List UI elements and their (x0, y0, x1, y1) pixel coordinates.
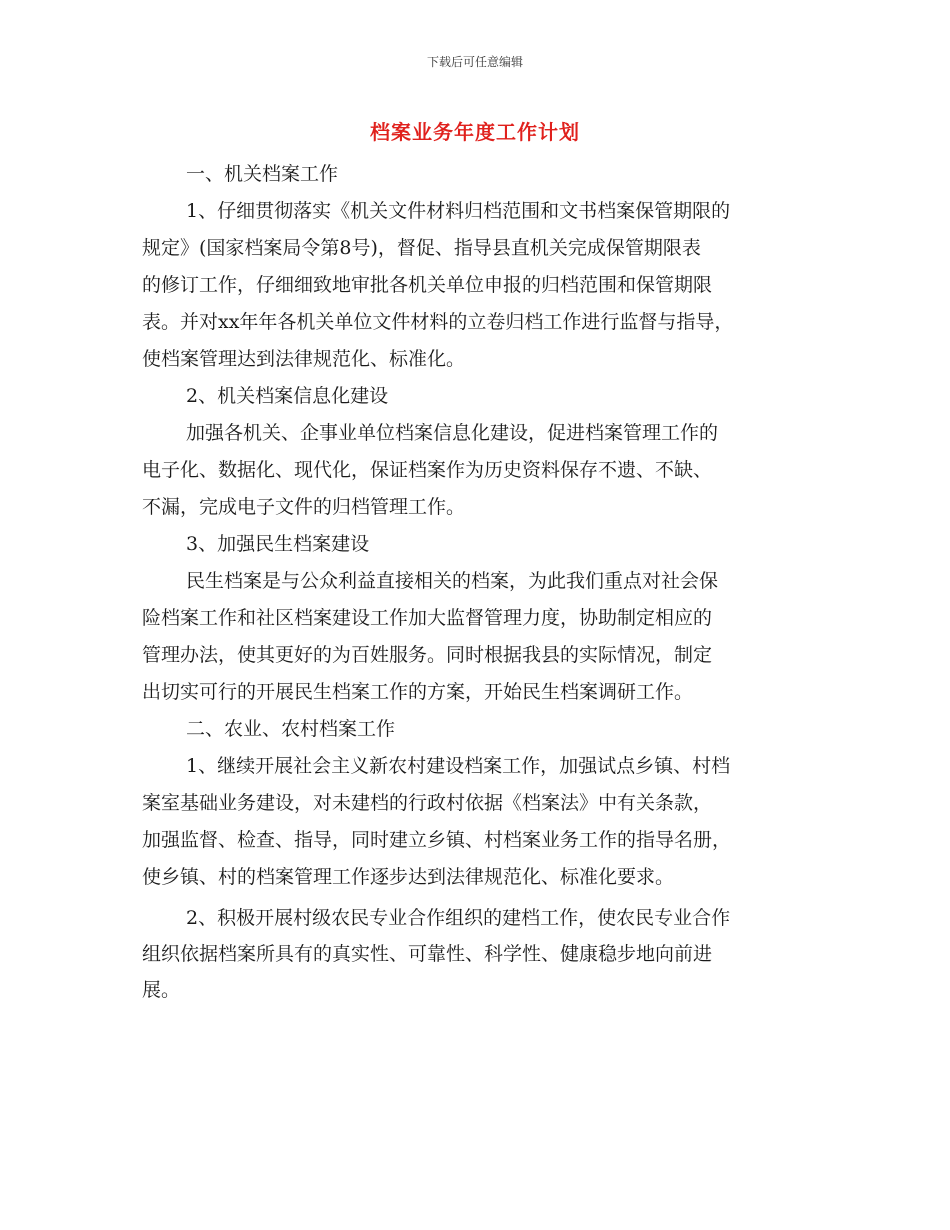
document-body (142, 156, 814, 1008)
section-heading: 二、农业、农村档案工作 (186, 718, 396, 740)
paragraph-line: 规定》(国家档案局令第8号)，督促、指导县直机关完成保管期限表 (142, 237, 701, 259)
paragraph-line: 使乡镇、村的档案管理工作逐步达到法律规范化、标准化要求。 (142, 866, 675, 888)
paragraph-line: 民生档案是与公众利益直接相关的档案，为此我们重点对社会保 (186, 570, 719, 592)
subsection-heading: 3、加强民生档案建设 (186, 533, 370, 555)
paragraph-line: 管理办法，使其更好的为百姓服务。同时根据我县的实际情况，制定 (142, 644, 713, 666)
paragraph-line: 出切实可行的开展民生档案工作的方案，开始民生档案调研工作。 (142, 681, 694, 703)
document-title: 档案业务年度工作计划 (370, 120, 580, 144)
paragraph-line: 的修订工作，仔细细致地审批各机关单位申报的归档范围和保管期限 (142, 274, 713, 296)
section-heading: 一、机关档案工作 (186, 163, 339, 185)
paragraph-line: 加强监督、检查、指导，同时建立乡镇、村档案业务工作的指导名册， (142, 829, 732, 851)
paragraph-line: 不漏，完成电子文件的归档管理工作。 (142, 496, 466, 518)
subsection-heading: 2、机关档案信息化建设 (186, 385, 389, 407)
paragraph-line: 表。并对xx年年各机关单位文件材料的立卷归档工作进行监督与指导， (142, 311, 734, 333)
paragraph-line: 使档案管理达到法律规范化、标准化。 (142, 348, 466, 370)
paragraph-line: 加强各机关、企事业单位档案信息化建设，促进档案管理工作的 (186, 422, 719, 444)
paragraph-line: 组织依据档案所具有的真实性、可靠性、科学性、健康稳步地向前进 (142, 943, 713, 965)
header-note: 下载后可任意编辑 (426, 55, 523, 69)
paragraph-line: 1、继续开展社会主义新农村建设档案工作，加强试点乡镇、村档 (186, 755, 731, 777)
paragraph-line: 案室基础业务建设，对未建档的行政村依据《档案法》中有关条款， (142, 792, 713, 814)
paragraph-line: 1、仔细贯彻落实《机关文件材料归档范围和文书档案保管期限的 (186, 200, 731, 222)
paragraph-line: 展。 (142, 979, 181, 1001)
paragraph-line: 电子化、数据化、现代化，保证档案作为历史资料保存不遗、不缺、 (142, 459, 713, 481)
paragraph-line: 险档案工作和社区档案建设工作加大监督管理力度，协助制定相应的 (142, 607, 713, 629)
paragraph-line: 2、积极开展村级农民专业合作组织的建档工作，使农民专业合作 (186, 907, 731, 929)
